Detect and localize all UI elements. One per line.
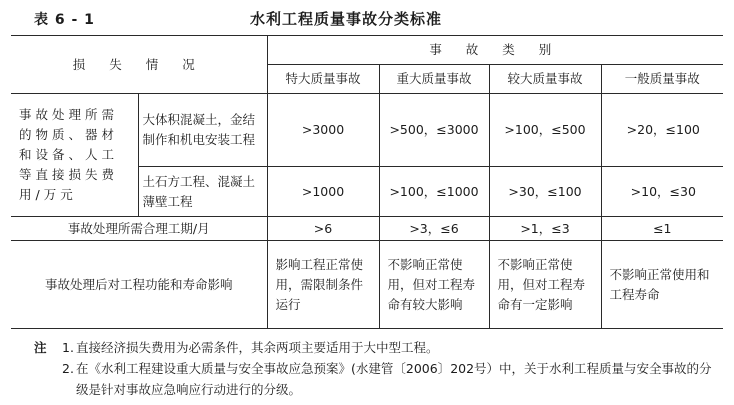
period-value-2: >3，≤6: [379, 217, 489, 241]
notes-label: 注: [34, 340, 47, 355]
table-row: [11, 241, 723, 329]
earth-value-2: >100，≤1000: [379, 167, 489, 217]
table-number: 表 6 - 1: [34, 12, 95, 28]
table-caption: [0, 7, 734, 29]
table-row: [11, 217, 723, 241]
function-impact-label: 事故处理后对工程功能和寿命影响: [11, 241, 267, 329]
note-number: 1.: [62, 340, 74, 355]
note-text: 直接经济损失费用为必需条件，其余两项主要适用于大中型工程。: [76, 340, 439, 355]
note-text: 在《水利工程建设重大质量与安全事故应急预案》(水建管〔2006〕202号）中，关于水利工程质量与安全事故的分级是针对事故应急响应行动进行的分级。: [76, 361, 712, 397]
note-number: 2.: [62, 361, 74, 376]
function-value-1: 影响工程正常使用，需限制条件运行: [267, 241, 379, 329]
category-header-3: 较大质量事故: [489, 65, 601, 94]
classification-table: [11, 35, 723, 329]
concrete-value-1: >3000: [267, 94, 379, 167]
function-value-3: 不影响正常使用，但对工程寿命有一定影响: [489, 241, 601, 329]
function-value-2: 不影响正常使用，但对工程寿命有较大影响: [379, 241, 489, 329]
earth-value-1: >1000: [267, 167, 379, 217]
table-notes: [34, 337, 724, 400]
category-header-4: 一般质量事故: [601, 65, 723, 94]
concrete-works-label: 大体积混凝土，金结制作和机电安装工程: [138, 94, 267, 167]
period-label: 事故处理所需合理工期/月: [11, 217, 267, 241]
direct-loss-label: 事故处理所需的物质、器材和设备、人工等直接损失费用/万元: [11, 94, 138, 217]
table-row: [11, 94, 723, 167]
note-item: [34, 337, 724, 358]
note-item: [34, 358, 724, 400]
period-value-3: >1，≤3: [489, 217, 601, 241]
concrete-value-4: >20，≤100: [601, 94, 723, 167]
table-header-row: [11, 36, 723, 65]
loss-situation-header: 损 失 情 况: [11, 36, 267, 94]
concrete-value-2: >500，≤3000: [379, 94, 489, 167]
earth-value-4: >10，≤30: [601, 167, 723, 217]
accident-category-header: 事 故 类 别: [267, 36, 723, 65]
concrete-value-3: >100，≤500: [489, 94, 601, 167]
period-value-1: >6: [267, 217, 379, 241]
category-header-2: 重大质量事故: [379, 65, 489, 94]
earth-value-3: >30，≤100: [489, 167, 601, 217]
earth-works-label: 土石方工程、混凝土薄壁工程: [138, 167, 267, 217]
category-header-1: 特大质量事故: [267, 65, 379, 94]
table-title: 水利工程质量事故分类标准: [250, 10, 443, 28]
period-value-4: ≤1: [601, 217, 723, 241]
function-value-4: 不影响正常使用和工程寿命: [601, 241, 723, 329]
